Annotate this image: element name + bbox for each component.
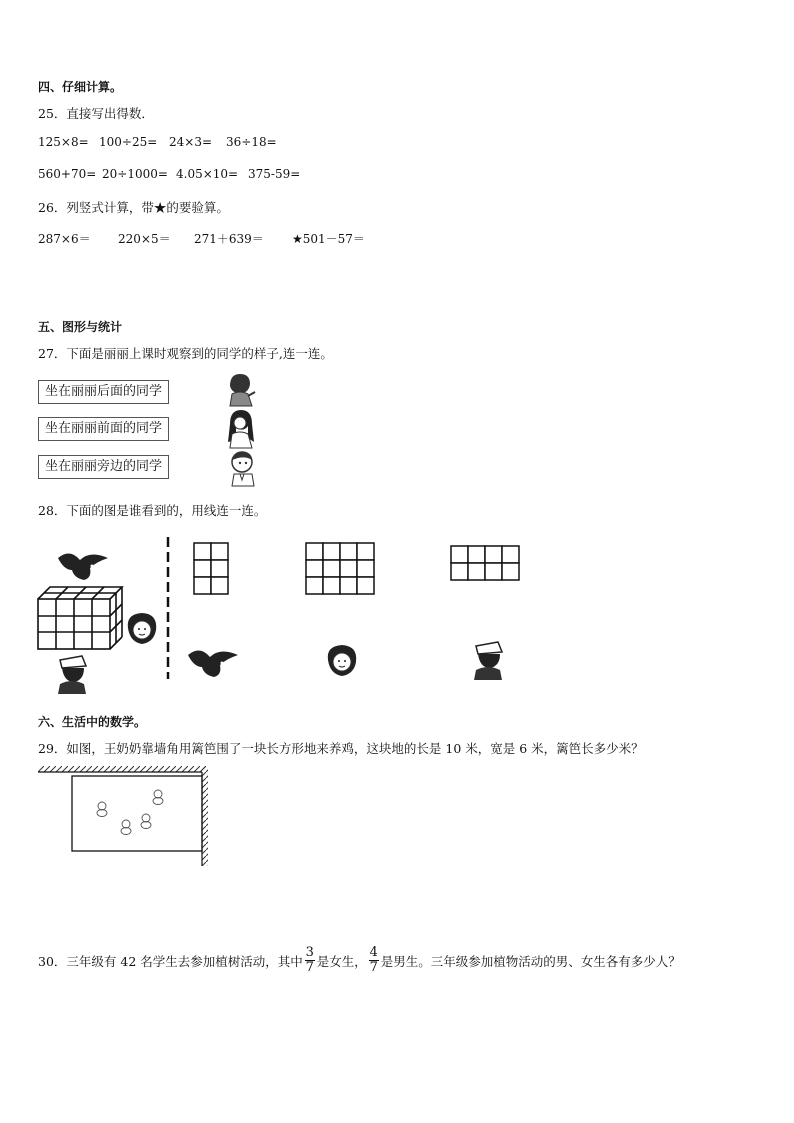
grid-cell [485, 546, 502, 563]
child-side-view-figure [226, 448, 260, 488]
child-back-view-figure [222, 370, 258, 410]
q29-prompt: 29．如图，王奶奶靠墙角用篱笆围了一块长方形地来养鸡，这块地的长是 10 米，宽是 6 米，篱笆长多少米？ [38, 741, 644, 756]
fraction-numerator: 4 [369, 945, 378, 960]
q30-middle: 是女生， [316, 953, 367, 969]
q25-row-2 [38, 167, 300, 181]
q28-prompt: 28．下面的图是谁看到的，用线连一连。 [38, 503, 267, 518]
grid-cell [211, 560, 228, 577]
bird-icon [186, 645, 242, 681]
grid-cell [211, 543, 228, 560]
grid-cell [323, 577, 340, 594]
grid-cell [502, 563, 519, 580]
q25-item: 560+70= [38, 167, 97, 181]
section-4-heading: 四、仔细计算。 [38, 80, 123, 94]
grid-cell [323, 560, 340, 577]
girl-face-figure [324, 642, 360, 680]
child-front-view-figure [224, 408, 258, 450]
grid-cell [340, 543, 357, 560]
view-grid-2x3 [193, 542, 231, 596]
fraction-4-7 [369, 946, 379, 975]
q27-prompt: 27．下面是丽丽上课时观察到的同学的样子,连一连。 [38, 346, 333, 361]
boy-with-cap-figure [470, 638, 506, 680]
grid-cell [340, 560, 357, 577]
grid-cell [306, 543, 323, 560]
q26-item: 271＋639＝ [194, 232, 264, 246]
q25-item: 125×8= [38, 135, 89, 149]
grid-cell [323, 543, 340, 560]
grid-cell [194, 577, 211, 594]
q25-prompt: 25．直接写出得数． [38, 106, 154, 121]
q30-prompt [38, 946, 681, 975]
grid-cell [340, 577, 357, 594]
bird-icon [56, 548, 112, 584]
q25-item: 24×3= [169, 135, 213, 149]
grid-cell [211, 577, 228, 594]
girl-face-figure [124, 610, 160, 648]
fraction-denominator: 7 [369, 960, 378, 975]
view-grid-4x2 [450, 545, 522, 582]
q26-item: 287×6＝ [38, 232, 91, 246]
section-5-heading: 五、图形与统计 [38, 320, 123, 334]
q27-label-side: 坐在丽丽旁边的同学 [38, 455, 169, 479]
grid-cell [306, 560, 323, 577]
boy-with-cap-figure [54, 652, 90, 694]
q27-label-front: 坐在丽丽前面的同学 [38, 417, 169, 441]
q25-row-1 [38, 135, 277, 149]
fraction-3-7 [305, 946, 315, 975]
q30-prefix: 30．三年级有 42 名学生去参加植树活动，其中 [38, 953, 303, 969]
q30-suffix: 是男生。三年级参加植物活动的男、女生各有多少人？ [380, 953, 681, 969]
view-grid-4x3 [305, 542, 377, 596]
fraction-denominator: 7 [305, 960, 314, 975]
q26-prompt: 26．列竖式计算，带★的要验算。 [38, 200, 229, 215]
q25-item: 20÷1000= [102, 167, 168, 181]
q26-item: ★501－57＝ [292, 232, 365, 246]
grid-cell [194, 543, 211, 560]
q26-item: 220×5＝ [118, 232, 171, 246]
grid-cell [194, 560, 211, 577]
q25-item: 36÷18= [226, 135, 277, 149]
grid-cell [502, 546, 519, 563]
chicken-pen-diagram [38, 766, 210, 868]
grid-cell [451, 563, 468, 580]
grid-cell [357, 560, 374, 577]
q25-item: 4.05×10= [176, 167, 239, 181]
q26-row [38, 230, 365, 247]
cube-stack-figure [36, 585, 124, 651]
grid-cell [306, 577, 323, 594]
grid-cell [485, 563, 502, 580]
section-6-heading: 六、生活中的数学。 [38, 715, 147, 729]
fraction-numerator: 3 [305, 945, 314, 960]
q25-item: 375-59= [248, 167, 301, 181]
grid-cell [357, 543, 374, 560]
grid-cell [451, 546, 468, 563]
grid-cell [468, 546, 485, 563]
q27-label-behind: 坐在丽丽后面的同学 [38, 380, 169, 404]
grid-cell [357, 577, 374, 594]
dashed-divider [165, 537, 171, 679]
q25-item: 100÷25= [99, 135, 158, 149]
grid-cell [468, 563, 485, 580]
